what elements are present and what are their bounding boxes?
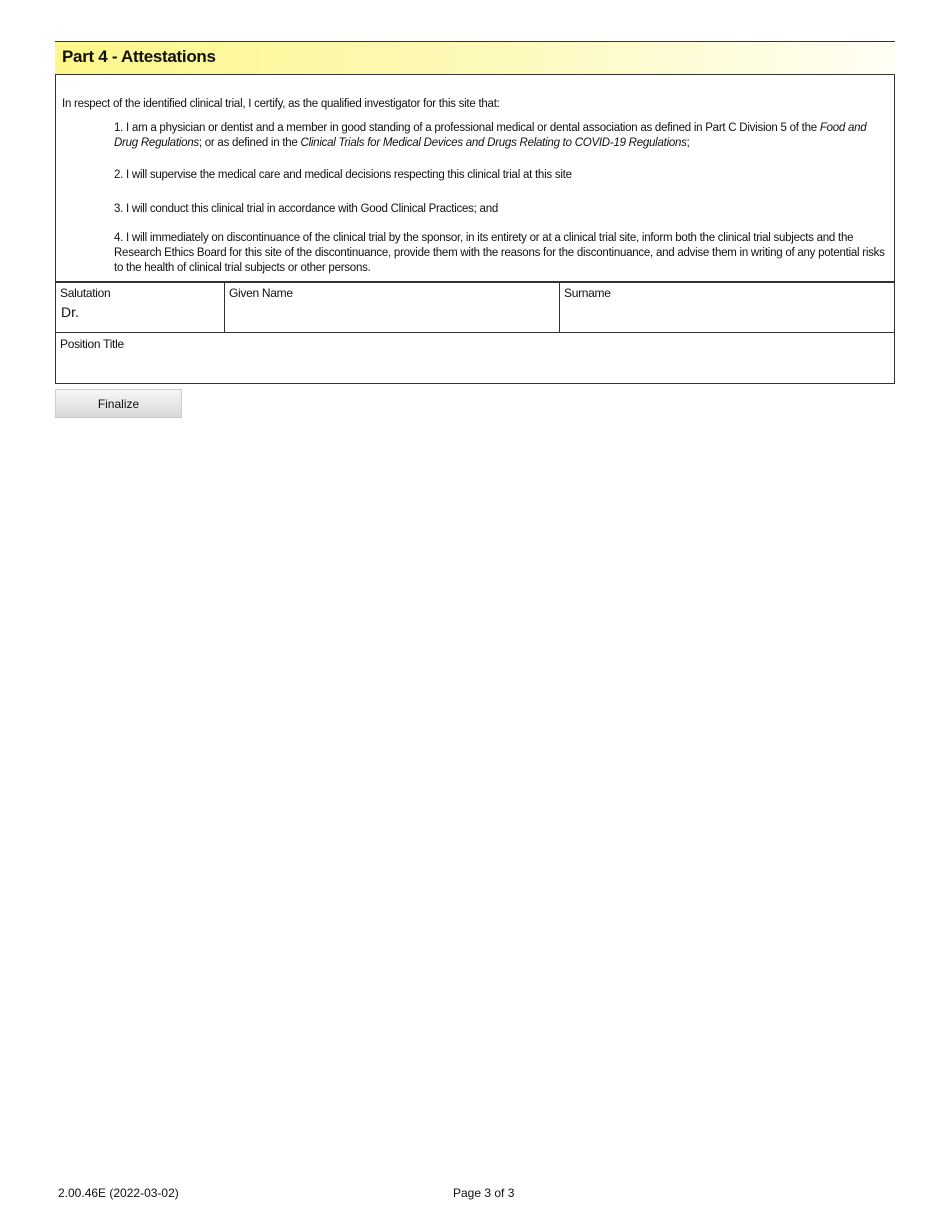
attestation-item-4: 4. I will immediately on discontinuance of the clinical trial by the sponsor, in its entirety or at a clinical trial site, inform both the clinical trial subjects and the Research Ethics Board for this site of the discontinuance, provide them with the reasons for the discontinuance, and advise them in writing of any potential risks to the health of clinical trial subjects or other persons. bbox=[114, 232, 885, 274]
given-name-field[interactable] bbox=[224, 282, 559, 332]
text-italic: Clinical Trials for Medical Devices and Drugs Relating to COVID-19 Regulations bbox=[300, 137, 687, 149]
investigator-fields bbox=[55, 281, 895, 384]
position-title-label: Position Title bbox=[60, 337, 124, 351]
text: ; or as defined in the bbox=[198, 137, 301, 149]
section-title: Part 4 - Attestations bbox=[62, 47, 216, 66]
salutation-field[interactable] bbox=[56, 282, 224, 332]
position-title-field[interactable] bbox=[56, 333, 894, 383]
surname-label: Surname bbox=[564, 286, 611, 300]
given-name-label: Given Name bbox=[229, 286, 293, 300]
attestation-item-1 bbox=[114, 121, 889, 151]
page-number: Page 3 of 3 bbox=[453, 1186, 515, 1200]
text: 1. I am a physician or dentist and a member in good standing of a professional medical or dental association as defined in Part C Division 5 of the bbox=[114, 122, 820, 134]
text: ; bbox=[686, 137, 690, 149]
attestation-box bbox=[55, 74, 895, 283]
attestation-item-2: 2. I will supervise the medical care and medical decisions respecting this clinical trial at this site bbox=[114, 169, 572, 181]
section-header bbox=[55, 42, 895, 74]
form-id: 2.00.46E (2022-03-02) bbox=[58, 1186, 179, 1200]
text-italic: Food and Drug Regulations bbox=[114, 122, 867, 149]
surname-field[interactable] bbox=[559, 282, 894, 332]
attestation-intro: In respect of the identified clinical trial, I certify, as the qualified investigator for this site that: bbox=[62, 98, 500, 110]
salutation-value: Dr. bbox=[61, 304, 79, 320]
finalize-button[interactable]: Finalize bbox=[55, 389, 182, 418]
salutation-label: Salutation bbox=[60, 286, 111, 300]
attestation-item-3: 3. I will conduct this clinical trial in accordance with Good Clinical Practices; and bbox=[114, 203, 498, 215]
